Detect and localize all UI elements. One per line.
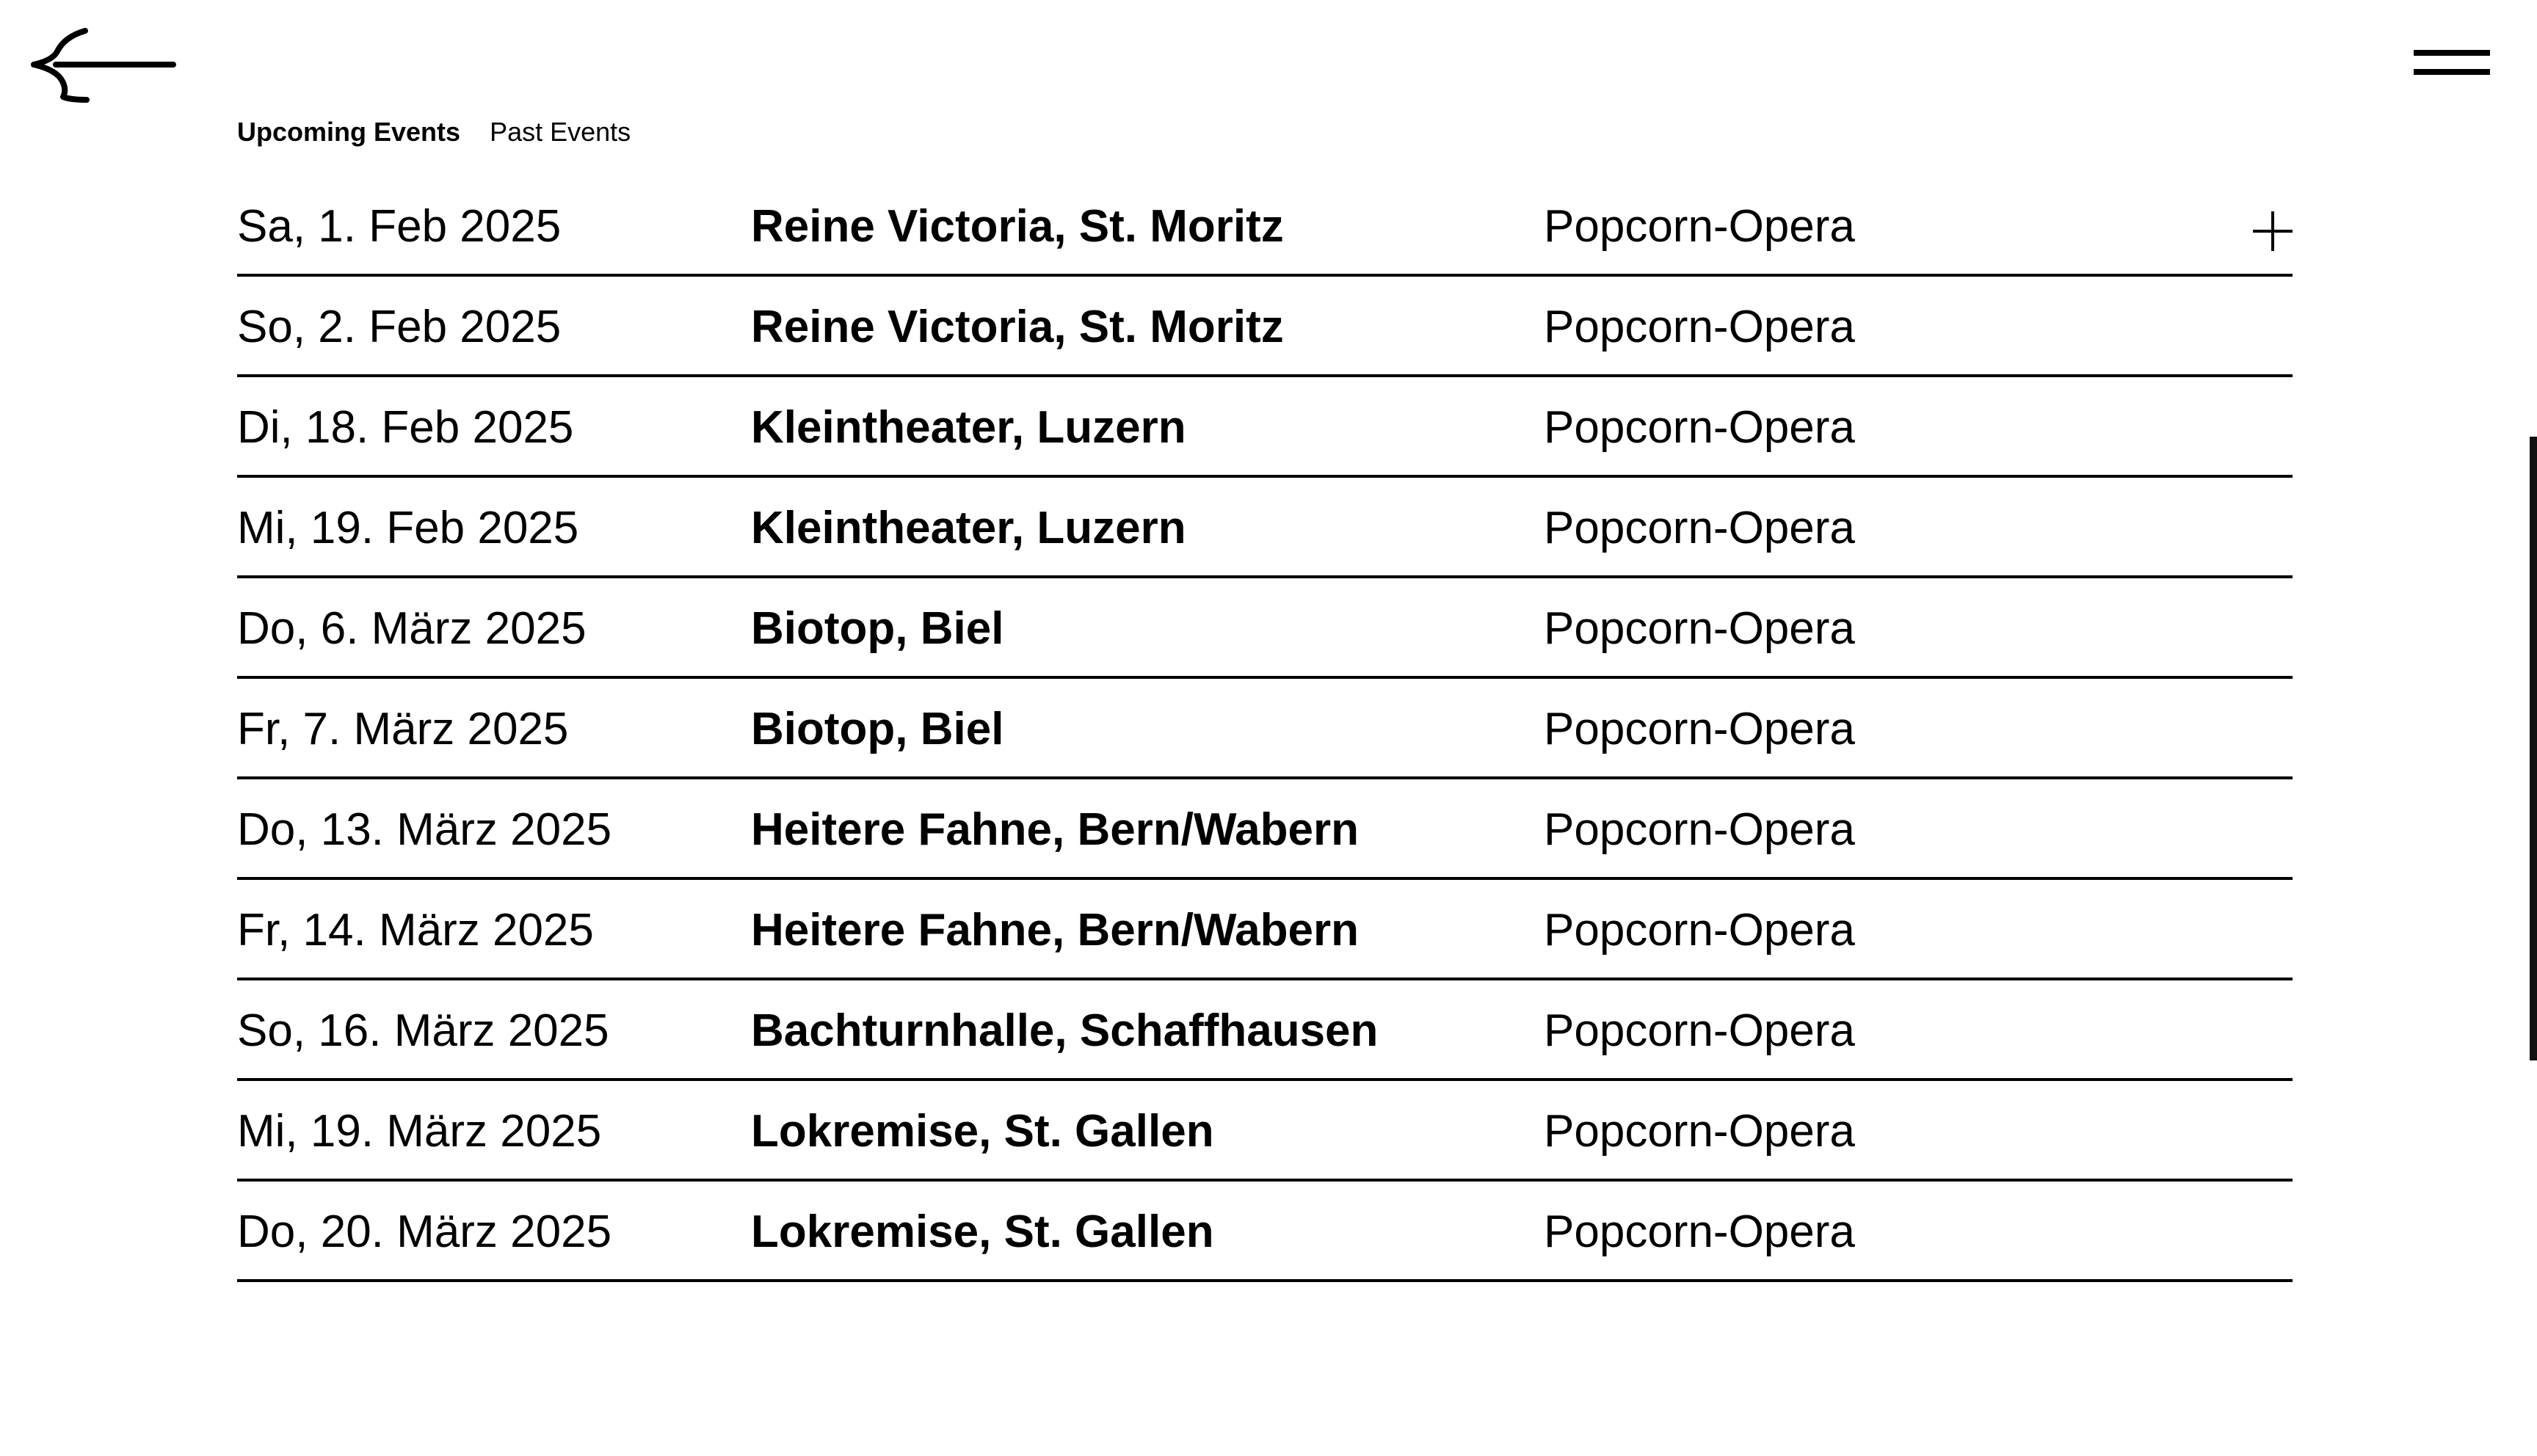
event-production: Popcorn-Opera (1544, 1005, 1855, 1056)
event-production: Popcorn-Opera (1544, 704, 1855, 754)
event-row[interactable] (237, 478, 2293, 578)
event-row[interactable] (237, 1081, 2293, 1182)
event-production: Popcorn-Opera (1544, 503, 1855, 553)
tab-past-events[interactable]: Past Events (490, 117, 631, 147)
event-row[interactable] (237, 277, 2293, 377)
event-tabs (237, 114, 631, 150)
event-row[interactable] (237, 578, 2293, 679)
event-venue: Biotop, Biel (751, 603, 1004, 654)
event-venue: Bachturnhalle, Schaffhausen (751, 1005, 1379, 1056)
event-row[interactable] (237, 779, 2293, 880)
back-link[interactable] (26, 26, 181, 107)
event-date: Fr, 14. März 2025 (237, 905, 594, 956)
event-venue: Reine Victoria, St. Moritz (751, 201, 1284, 252)
event-production: Popcorn-Opera (1544, 201, 1855, 252)
event-production: Popcorn-Opera (1544, 804, 1855, 855)
event-date: Do, 20. März 2025 (237, 1206, 612, 1257)
event-production: Popcorn-Opera (1544, 402, 1855, 453)
event-production: Popcorn-Opera (1544, 1106, 1855, 1157)
event-venue: Heitere Fahne, Bern/Wabern (751, 804, 1360, 855)
event-row[interactable] (237, 880, 2293, 980)
menu-button[interactable] (2414, 47, 2490, 82)
event-venue: Kleintheater, Luzern (751, 503, 1186, 553)
event-date: Do, 6. März 2025 (237, 603, 587, 654)
tab-upcoming-events[interactable]: Upcoming Events (237, 117, 461, 147)
event-date: Fr, 7. März 2025 (237, 704, 569, 754)
event-venue: Lokremise, St. Gallen (751, 1106, 1214, 1157)
event-row[interactable] (237, 679, 2293, 779)
hamburger-menu-icon-bar-top (2414, 50, 2490, 56)
event-venue: Kleintheater, Luzern (751, 402, 1186, 453)
event-production: Popcorn-Opera (1544, 603, 1855, 654)
event-date: Sa, 1. Feb 2025 (237, 201, 562, 252)
hamburger-menu-icon-bar-bottom (2414, 69, 2490, 75)
event-production: Popcorn-Opera (1544, 905, 1855, 956)
event-date: So, 16. März 2025 (237, 1005, 609, 1056)
event-production: Popcorn-Opera (1544, 1206, 1855, 1257)
event-row[interactable] (237, 176, 2293, 277)
event-production: Popcorn-Opera (1544, 302, 1855, 352)
event-date: Mi, 19. März 2025 (237, 1106, 602, 1157)
event-date: Do, 13. März 2025 (237, 804, 612, 855)
plus-icon[interactable] (2253, 211, 2293, 251)
scrollbar-thumb[interactable] (2530, 437, 2537, 1060)
event-date: Mi, 19. Feb 2025 (237, 503, 579, 553)
event-venue: Heitere Fahne, Bern/Wabern (751, 905, 1360, 956)
event-date: Di, 18. Feb 2025 (237, 402, 574, 453)
event-venue: Lokremise, St. Gallen (751, 1206, 1214, 1257)
event-venue: Biotop, Biel (751, 704, 1004, 754)
event-venue: Reine Victoria, St. Moritz (751, 302, 1284, 352)
trident-arrow-left-icon (26, 26, 181, 107)
event-row[interactable] (237, 377, 2293, 478)
events-list (237, 176, 2293, 1282)
event-row[interactable] (237, 980, 2293, 1081)
scrollbar[interactable] (2530, 0, 2537, 1456)
event-date: So, 2. Feb 2025 (237, 302, 562, 352)
event-row[interactable] (237, 1182, 2293, 1282)
